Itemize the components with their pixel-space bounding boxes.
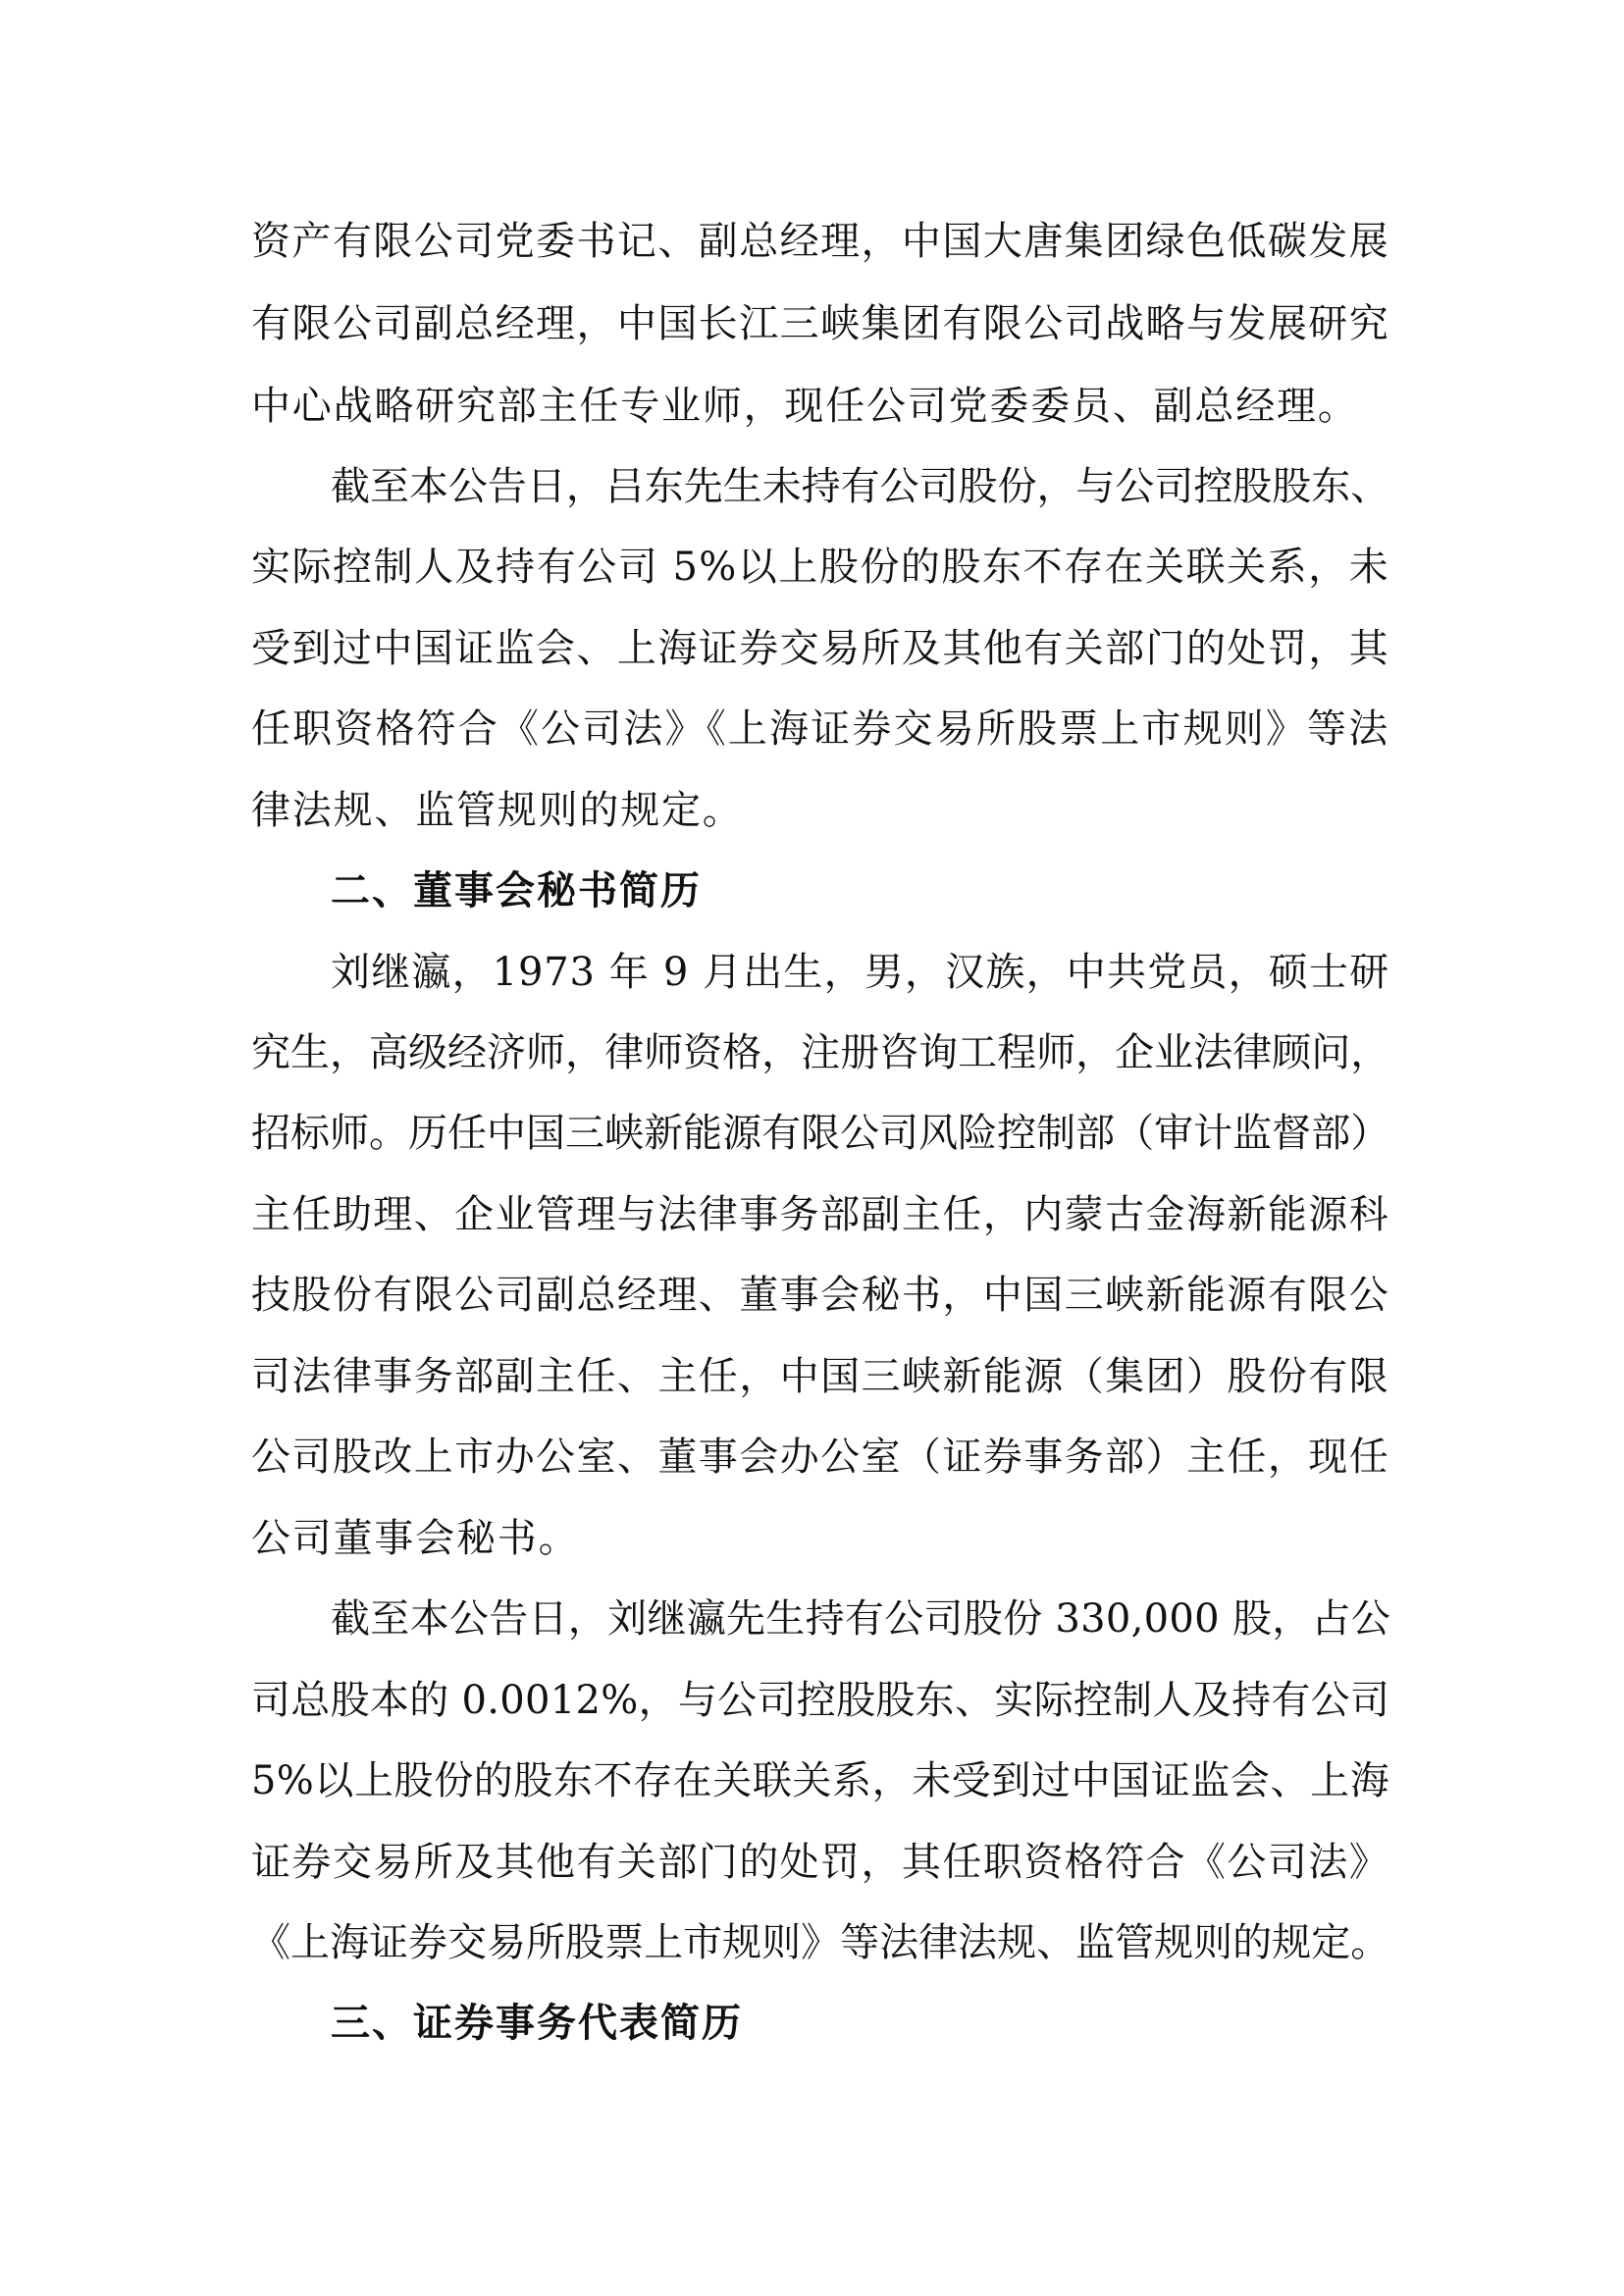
text-line: 技股份有限公司副总经理、董事会秘书，中国三峡新能源有限公 <box>251 1273 1389 1318</box>
section-heading: 二、董事会秘书简历 <box>331 868 702 913</box>
text-line: 受到过中国证监会、上海证券交易所及其他有关部门的处罚，其 <box>251 626 1389 671</box>
text-line: 司法律事务部副主任、主任，中国三峡新能源（集团）股份有限 <box>251 1354 1389 1399</box>
text-line: 截至本公告日，吕东先生未持有公司股份，与公司控股股东、 <box>331 464 1389 509</box>
text-line: 公司股改上市办公室、董事会办公室（证券事务部）主任，现任 <box>251 1435 1389 1480</box>
text-line: 主任助理、企业管理与法律事务部副主任，内蒙古金海新能源科 <box>251 1192 1389 1237</box>
text-line: 中心战略研究部主任专业师，现任公司党委委员、副总经理。 <box>251 384 1359 429</box>
text-line: 究生，高级经济师，律师资格，注册咨询工程师，企业法律顾问， <box>251 1030 1389 1075</box>
text-line: 截至本公告日，刘继瀛先生持有公司股份 330,000 股，占公 <box>331 1596 1391 1642</box>
text-line: 资产有限公司党委书记、副总经理，中国大唐集团绿色低碳发展 <box>251 219 1389 264</box>
text-line: 公司董事会秘书。 <box>251 1516 580 1561</box>
text-line: 实际控制人及持有公司 5%以上股份的股东不存在关联关系，未 <box>251 545 1389 590</box>
section-heading: 三、证券事务代表简历 <box>331 2001 743 2046</box>
text-line: 司总股本的 0.0012%，与公司控股股东、实际控制人及持有公司 <box>251 1678 1390 1723</box>
text-line: 《上海证券交易所股票上市规则》等法律法规、监管规则的规定。 <box>251 1920 1389 1965</box>
text-line: 律法规、监管规则的规定。 <box>251 788 744 833</box>
text-line: 5%以上股份的股东不存在关联关系，未受到过中国证监会、上海 <box>251 1758 1389 1803</box>
text-line: 证券交易所及其他有关部门的处罚，其任职资格符合《公司法》 <box>251 1840 1389 1885</box>
text-line: 任职资格符合《公司法》《上海证券交易所股票上市规则》等法 <box>251 706 1389 752</box>
text-line: 刘继瀛，1973 年 9 月出生，男，汉族，中共党员，硕士研 <box>331 950 1389 995</box>
text-line: 招标师。历任中国三峡新能源有限公司风险控制部（审计监督部） <box>251 1111 1389 1156</box>
text-line: 有限公司副总经理，中国长江三峡集团有限公司战略与发展研究 <box>251 301 1389 346</box>
